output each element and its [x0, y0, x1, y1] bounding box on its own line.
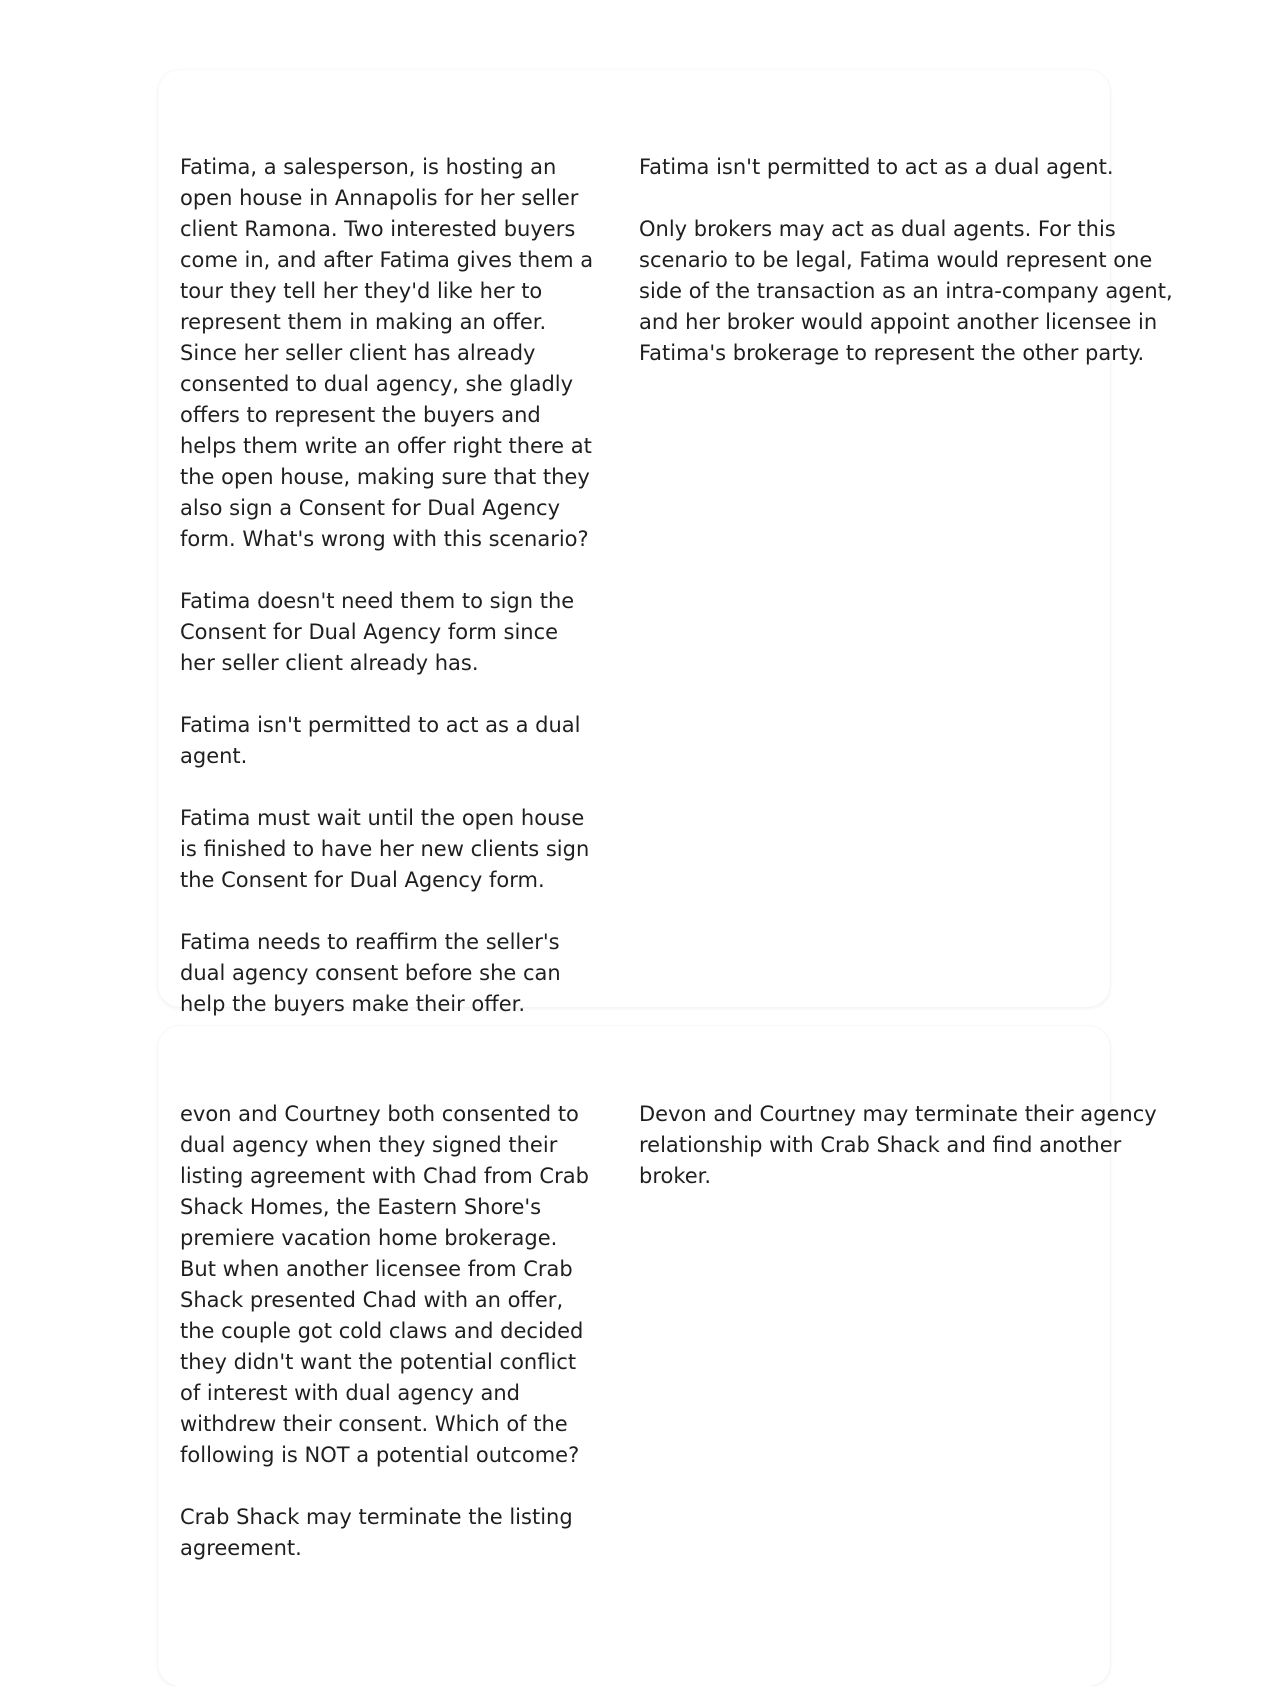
option-2: Fatima isn't permitted to act as a dual agent.: [180, 713, 581, 768]
question-column: [180, 152, 598, 1051]
option-4: Fatima needs to reaffirm the seller's dual agency consent before she can help the buyers make their offer.: [180, 930, 561, 1016]
question-text: Fatima, a salesperson, is hosting an open house in Annapolis for her seller client Ramona. Two interested buyers come in, and after Fatima gives them a tour they tell her they'd like her to represent them in making an offer. Since her seller client has already consented to dual agency, she gladly offers to represent the buyers and helps them write an offer right there at the open house, making sure that they also sign a Consent for Dual Agency form. What's wrong with this scenario?: [180, 155, 594, 551]
question-column: [180, 1099, 598, 1595]
answer-column: [639, 152, 1199, 400]
option-1: Crab Shack may terminate the listing agreement.: [180, 1505, 573, 1560]
flashcard-1: [158, 70, 1173, 1016]
answer-text: Fatima isn't permitted to act as a dual agent.: [639, 155, 1114, 179]
explanation-text: Only brokers may act as dual agents. For this scenario to be legal, Fatima would represent one side of the transaction as an intra-company agent, and her broker would appoint another licensee in Fatima's brokerage to represent the other party.: [639, 217, 1173, 365]
answer-column: [639, 1099, 1199, 1223]
answer-text: Devon and Courtney may terminate their agency relationship with Crab Shack and find another broker.: [639, 1102, 1157, 1188]
question-text: evon and Courtney both consented to dual agency when they signed their listing agreement with Chad from Crab Shack Homes, the Eastern Shore's premiere vacation home brokerage. But when another licensee from Crab Shack presented Chad with an offer, the couple got cold claws and decided they didn't want the potential conflict of interest with dual agency and withdrew their consent. Which of the following is NOT a potential outcome?: [180, 1102, 589, 1467]
option-3: Fatima must wait until the open house is finished to have her new clients sign the Consent for Dual Agency form.: [180, 806, 590, 892]
option-1: Fatima doesn't need them to sign the Consent for Dual Agency form since her seller client already has.: [180, 589, 575, 675]
flashcard-2: [158, 1026, 1157, 1686]
